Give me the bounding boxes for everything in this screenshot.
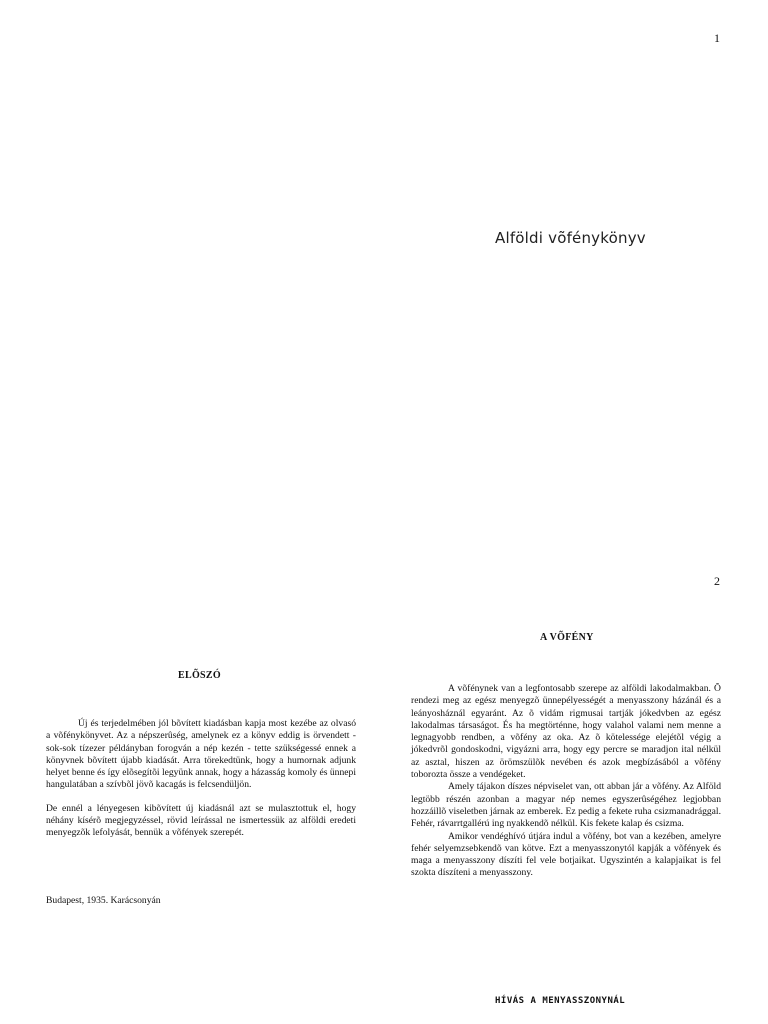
preface-paragraph: De ennél a lényegesen kibõvített új kiadásnál azt se mulasztottuk el, hogy néhány kísérõ megjegyzéssel, rövid leírással ne ismertessük az alföldi eredeti menyegzõk lefolyását, bennük a võfények szerepét. [46,802,356,839]
section-subheading: HÍVÁS A MENYASSZONYNÁL [495,996,626,1006]
chapter-paragraph: Amikor vendéghívó útjára indul a võfény, bot van a kezében, amelyre fehér selyemzsebkendõ van kötve. Ezt a menyasszonytól kapják a võfények és maga a menyasszony díszíti fel vele botjaikat. Ugyszintén a kalapjaikat is fel szokta díszíteni a menyasszony. [411,830,721,879]
preface-paragraph: Új és terjedelmében jól bõvített kiadásban kapja most kezébe az olvasó a võfénykönyvet. Az a népszerûség, amelynek ez a könyv eddig is örvendett - sok-sok tízezer példányban forogván a nép kezén - tette szükségessé ennek a könyvnek bõvített újabb kiadását. Arra törekedtünk, hogy a humornak adjunk helyet benne és így elõsegítõi legyünk annak, hogy a házasság komoly és ünnepi hangulatában a szívbõl jövõ kacagás is felcsendüljön. [46,718,356,791]
preface-heading: ELÕSZÓ [178,670,221,681]
preface-body [46,718,356,840]
page-number-2: 2 [714,574,720,588]
chapter-heading: A VÕFÉNY [540,632,594,643]
chapter-paragraph: A võfénynek van a legfontosabb szerepe az alföldi lakodalmakban. Õ rendezi meg az egész menyegzõ ünnepélyességét a menyasszony házánál és a leányosháznál egyaránt. Az õ vidám rigmusai tartják jókedvben az egész lakodalmas társaságot. És ha megtörténne, hogy valahol valami nem menne a legnagyobb rendben, a võfény az oka. Az õ kötelessége elejétõl végig a jókedvrõl gondoskodni, vigyázni arra, hogy egy percre se maradjon ital nélkül az asztal, hiszen az örömszülõk nevében és azok megbízásából a võfény toborozta össze a vendégeket. [411,683,721,781]
preface-signature: Budapest, 1935. Karácsonyán [46,895,161,906]
book-title: Alföldi võfénykönyv [495,229,646,247]
chapter-paragraph: Amely tájakon díszes népviselet van, ott abban jár a võfény. Az Alföld legtöbb részén azonban a magyar nép nemes egyszerûségéhez legjobban hozzáillõ viseletben járnak az emberek. Ez pedig a fekete ruha csizmanadrággal. Fehér, rávarrtgallérú ing nyakkendõ nélkül. Kis fekete kalap és csizma. [411,781,721,830]
chapter-body [411,683,721,880]
page-number-1: 1 [714,31,720,45]
